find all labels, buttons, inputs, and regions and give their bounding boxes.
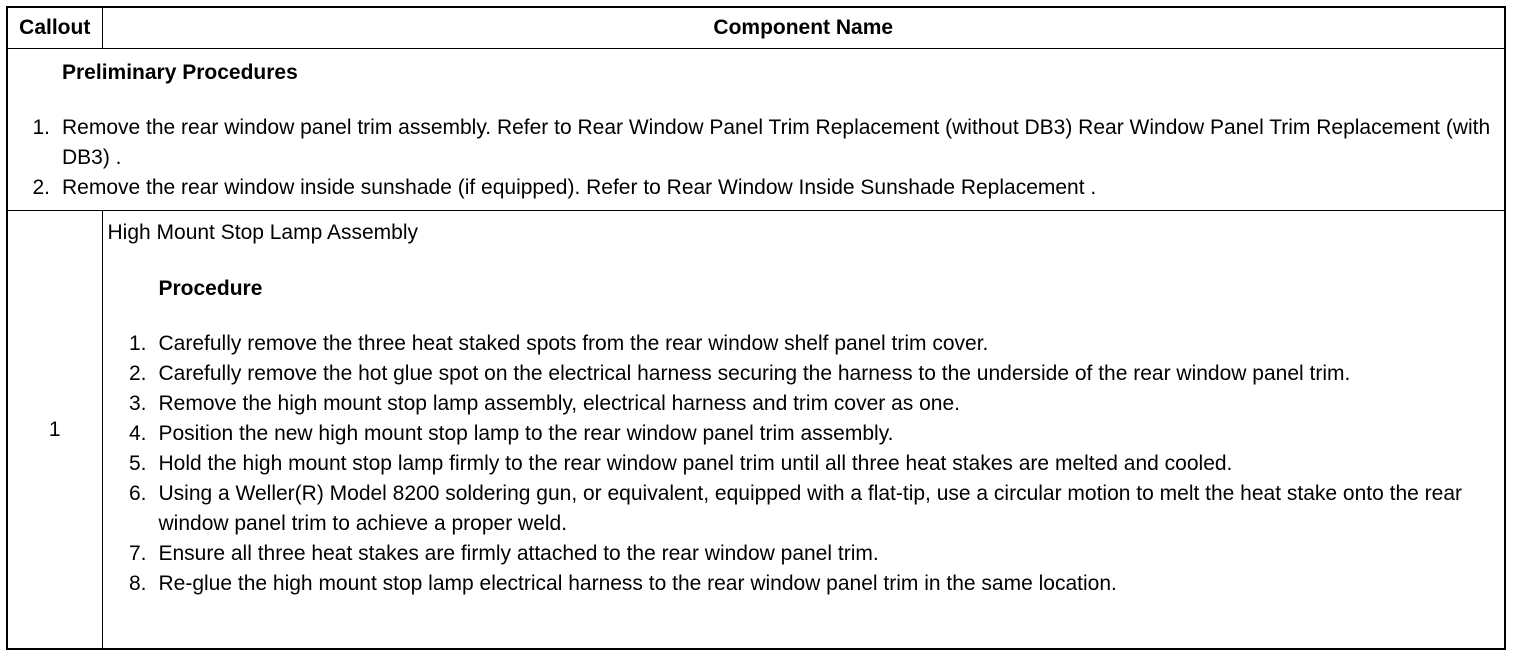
step-number: 7. — [128, 542, 147, 565]
procedure-step — [103, 539, 1505, 569]
component-row — [8, 211, 1504, 649]
component-name: High Mount Stop Lamp Assembly — [107, 221, 418, 244]
procedure-title: Procedure — [158, 277, 263, 300]
step-text: Remove the high mount stop lamp assembly, electrical harness and trim cover as one. — [158, 392, 960, 415]
callout-column-header: Callout — [8, 8, 102, 49]
procedure-step — [103, 389, 1505, 419]
step-number: 1. — [32, 116, 50, 139]
preliminary-row — [8, 49, 1504, 211]
procedure-table-frame — [6, 6, 1506, 650]
step-text: Carefully remove the hot glue spot on the electrical harness securing the harness to the underside of the rear window panel trim. — [158, 362, 1351, 385]
step-text: Remove the rear window inside sunshade (if equipped). Refer to Rear Window Inside Sunshade Replacement . — [62, 176, 1097, 199]
header-row — [8, 8, 1504, 49]
procedure-step — [103, 359, 1505, 389]
step-number: 8. — [128, 572, 147, 595]
step-number: 1. — [128, 332, 147, 355]
procedure-step — [103, 569, 1505, 599]
step-number: 2. — [128, 362, 147, 385]
callout-number: 1 — [8, 211, 102, 649]
step-number: 4. — [128, 422, 147, 445]
procedure-step — [103, 449, 1505, 479]
preliminary-step — [8, 113, 1504, 173]
preliminary-step — [8, 173, 1504, 203]
step-text: Hold the high mount stop lamp firmly to the rear window panel trim until all three heat stakes are melted and cooled. — [158, 452, 1233, 475]
step-text: Ensure all three heat stakes are firmly attached to the rear window panel trim. — [158, 542, 879, 565]
component-name-column-header: Component Name — [102, 8, 1504, 49]
step-text: Remove the rear window panel trim assembly. Refer to Rear Window Panel Trim Replacement (without DB3) Rear Window Panel Trim Replacement (with DB3) . — [62, 116, 1491, 169]
procedure-step — [103, 419, 1505, 449]
step-text: Position the new high mount stop lamp to the rear window panel trim assembly. — [158, 422, 894, 445]
procedure-step — [103, 479, 1505, 539]
step-text: Using a Weller(R) Model 8200 soldering gun, or equivalent, equipped with a flat-tip, use a circular motion to melt the heat stake onto the rear window panel trim to achieve a proper weld. — [158, 482, 1462, 535]
procedure-steps-list — [103, 329, 1505, 599]
preliminary-steps-list — [8, 113, 1504, 203]
procedure-table — [8, 8, 1504, 648]
step-number: 3. — [128, 392, 147, 415]
step-text: Carefully remove the three heat staked spots from the rear window shelf panel trim cover. — [158, 332, 989, 355]
step-number: 2. — [32, 176, 50, 199]
component-cell — [102, 211, 1504, 649]
procedure-step — [103, 329, 1505, 359]
preliminary-title: Preliminary Procedures — [62, 61, 298, 84]
step-text: Re-glue the high mount stop lamp electrical harness to the rear window panel trim in the same location. — [158, 572, 1117, 595]
step-number: 6. — [128, 482, 147, 505]
step-number: 5. — [128, 452, 147, 475]
preliminary-cell — [8, 49, 1504, 211]
